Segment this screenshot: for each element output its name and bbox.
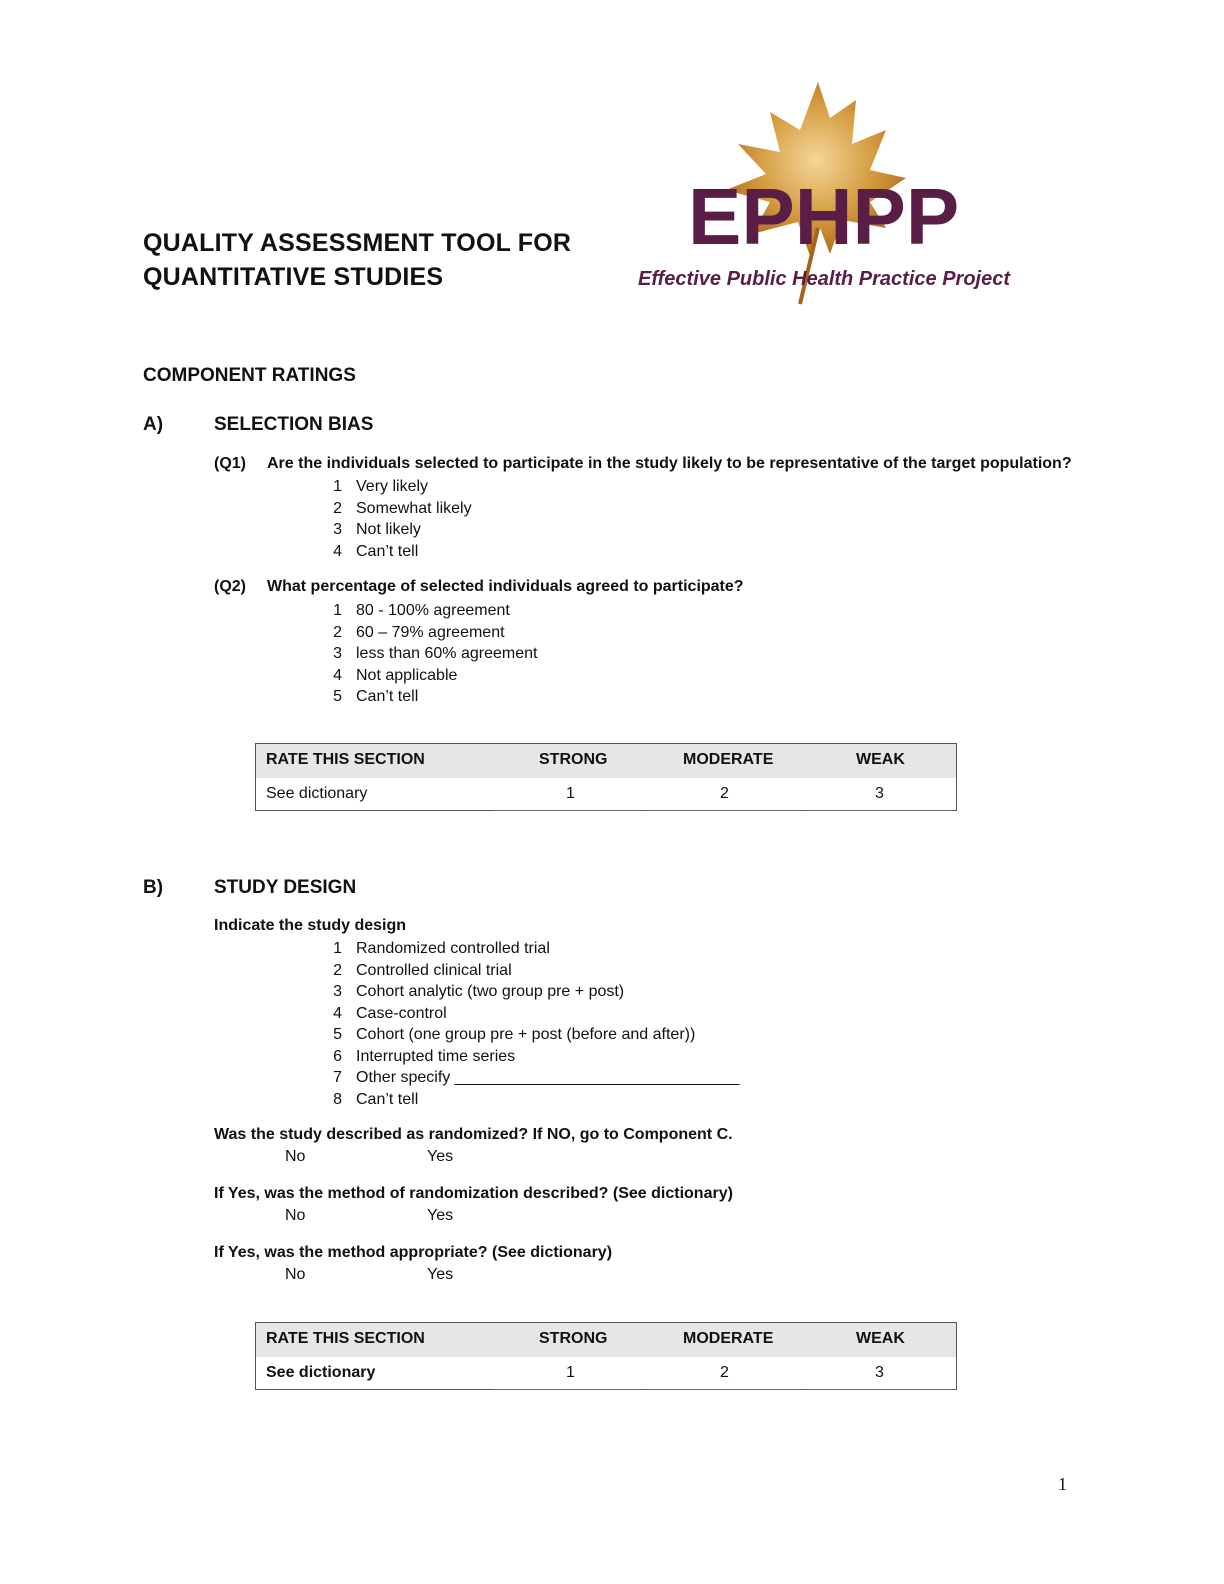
option-text: Randomized controlled trial <box>356 940 550 957</box>
document-title <box>143 226 571 294</box>
option-text: Other specify ________________________________ <box>356 1069 740 1086</box>
strong-value[interactable]: 1 <box>566 1364 575 1381</box>
method-described-no-option[interactable]: No <box>285 1207 306 1224</box>
option-number: 8 <box>333 1090 342 1108</box>
method-described-yes-option[interactable]: Yes <box>427 1207 454 1224</box>
option-number: 5 <box>333 1026 342 1043</box>
title-line-1: QUALITY ASSESSMENT TOOL FOR <box>143 229 572 257</box>
option-text: Can’t tell <box>356 1090 419 1108</box>
weak-header: WEAK <box>856 1330 905 1347</box>
option-number: 1 <box>333 602 342 619</box>
option-number: 6 <box>333 1047 342 1065</box>
option-text: Case-control <box>356 1004 447 1022</box>
option-number: 5 <box>333 688 342 705</box>
option-text: Not applicable <box>356 666 458 684</box>
option-text: Cohort analytic (two group pre + post) <box>356 983 625 1000</box>
option-text: less than 60% agreement <box>356 645 538 662</box>
randomized-yes-option[interactable]: Yes <box>427 1148 454 1165</box>
q1-tag: (Q1) <box>214 455 246 472</box>
option-number: 2 <box>333 499 342 517</box>
method-appropriate-question: If Yes, was the method appropriate? (See dictionary) <box>214 1244 613 1261</box>
method-appropriate-yes-option[interactable]: Yes <box>427 1266 454 1283</box>
option-number: 2 <box>333 961 342 979</box>
divider <box>492 810 646 811</box>
logo-tagline: Effective Public Health Practice Project <box>638 268 1011 290</box>
option-text: 80 - 100% agreement <box>356 602 510 619</box>
section-a-title: SELECTION BIAS <box>214 414 374 435</box>
option-text: Interrupted time series <box>356 1047 516 1065</box>
option-text: Can’t tell <box>356 688 419 705</box>
divider <box>802 1389 954 1390</box>
option-number: 1 <box>333 940 342 957</box>
strong-value[interactable]: 1 <box>566 785 575 802</box>
moderate-value[interactable]: 2 <box>720 1364 729 1381</box>
option-text: 60 – 79% agreement <box>356 623 505 641</box>
randomized-no-option[interactable]: No <box>285 1148 306 1165</box>
option-number: 3 <box>333 645 342 662</box>
divider <box>802 810 954 811</box>
rate-this-section-label: RATE THIS SECTION <box>266 1330 425 1347</box>
component-ratings-heading: COMPONENT RATINGS <box>143 365 356 386</box>
see-dictionary-label: See dictionary <box>266 1364 376 1381</box>
maple-leaf-icon <box>630 78 1020 310</box>
moderate-header: MODERATE <box>683 1330 774 1347</box>
option-number: 4 <box>333 542 342 560</box>
strong-header: STRONG <box>539 1330 608 1347</box>
method-appropriate-no-option[interactable]: No <box>285 1266 306 1283</box>
randomized-question: Was the study described as randomized? If NO, go to Component C. <box>214 1126 733 1143</box>
option-number: 4 <box>333 666 342 684</box>
q2-question: What percentage of selected individuals agreed to participate? <box>267 578 744 595</box>
weak-header: WEAK <box>856 751 905 768</box>
section-b-rating-table <box>255 1322 957 1390</box>
section-a-letter: A) <box>143 414 164 435</box>
option-text: Cohort (one group pre + post (before and after)) <box>356 1026 696 1043</box>
divider <box>492 1389 646 1390</box>
section-a-rating-table <box>255 743 957 811</box>
divider <box>648 810 800 811</box>
option-text: Controlled clinical trial <box>356 961 512 979</box>
title-line-2: QUANTITATIVE STUDIES <box>143 263 444 291</box>
option-text: Not likely <box>356 521 421 538</box>
option-number: 7 <box>333 1069 342 1086</box>
rate-this-section-label: RATE THIS SECTION <box>266 751 425 768</box>
method-described-question: If Yes, was the method of randomization described? (See dictionary) <box>214 1185 733 1202</box>
ephpp-logo <box>630 78 1020 310</box>
indicate-design-label: Indicate the study design <box>214 917 407 934</box>
option-number: 3 <box>333 983 342 1000</box>
option-number: 1 <box>333 478 342 495</box>
option-text: Very likely <box>356 478 429 495</box>
moderate-value[interactable]: 2 <box>720 785 729 802</box>
moderate-header: MODERATE <box>683 751 774 768</box>
weak-value[interactable]: 3 <box>875 1364 884 1381</box>
strong-header: STRONG <box>539 751 608 768</box>
weak-value[interactable]: 3 <box>875 785 884 802</box>
see-dictionary-label: See dictionary <box>266 785 368 802</box>
section-b-letter: B) <box>143 877 164 898</box>
option-text: Can’t tell <box>356 542 419 560</box>
page-number: 1 <box>1058 1474 1067 1494</box>
option-number: 2 <box>333 623 342 641</box>
section-b-title: STUDY DESIGN <box>214 877 357 898</box>
option-number: 4 <box>333 1004 342 1022</box>
divider <box>648 1389 800 1390</box>
option-number: 3 <box>333 521 342 538</box>
logo-acronym: EPHPP <box>688 172 960 261</box>
option-text: Somewhat likely <box>356 499 472 517</box>
q1-question: Are the individuals selected to participate in the study likely to be representative of the target population? <box>267 455 1072 472</box>
q2-tag: (Q2) <box>214 578 246 595</box>
